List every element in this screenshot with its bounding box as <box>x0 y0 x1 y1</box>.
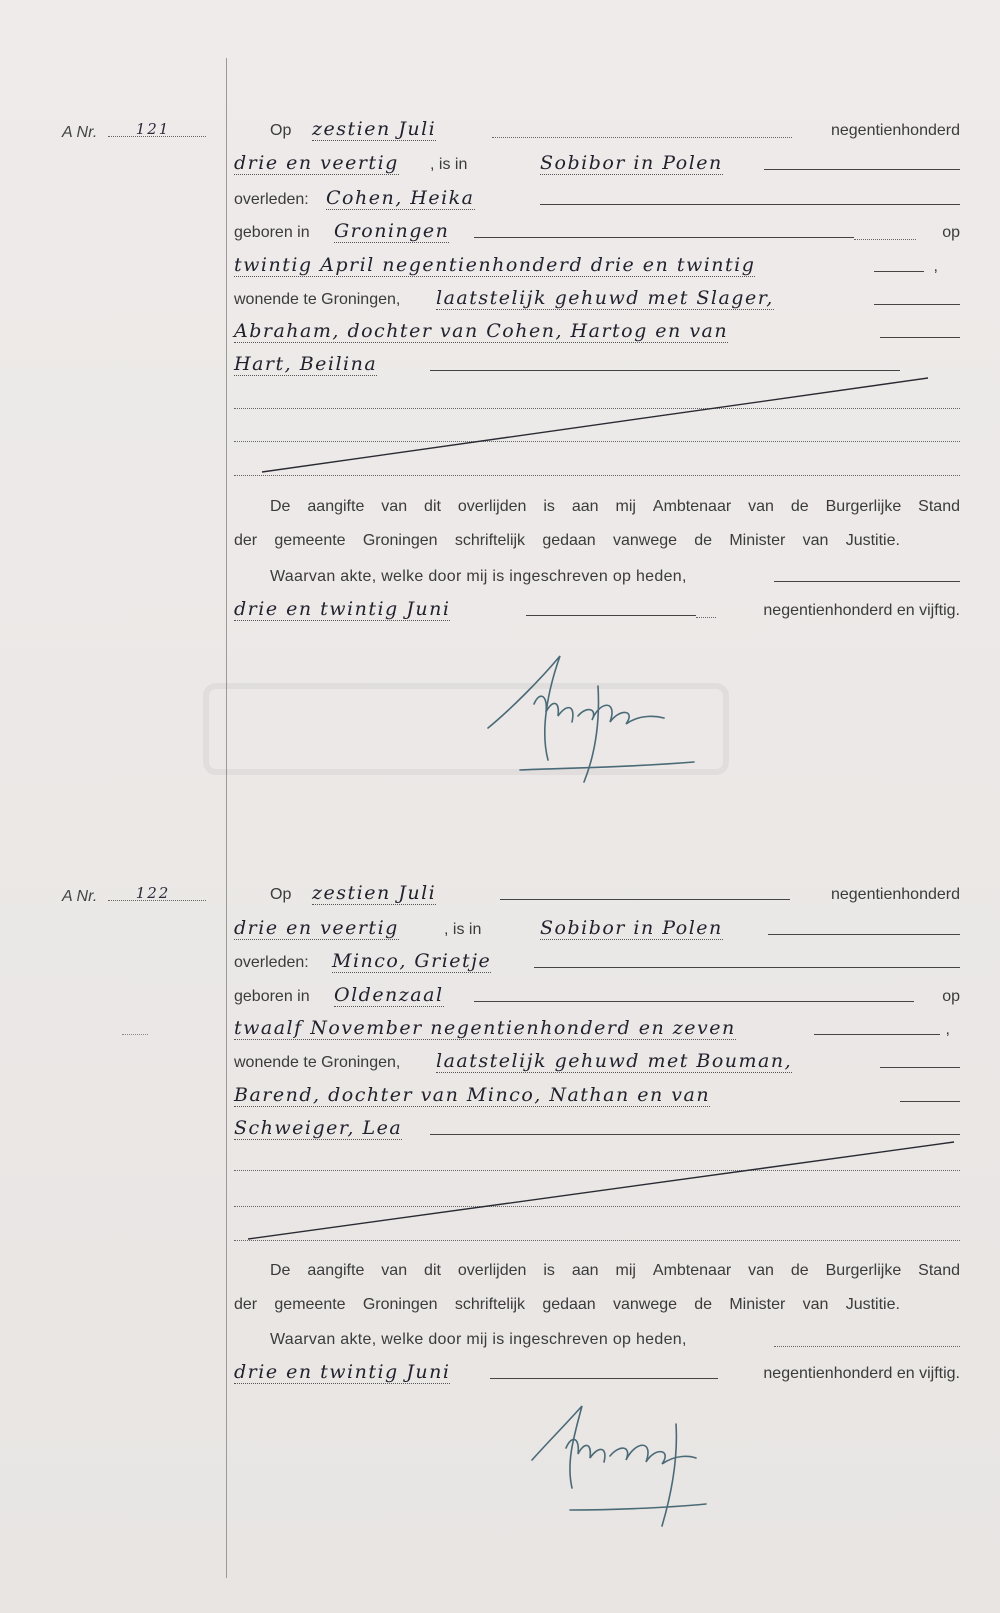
declaration-line-2: der gemeente Groningen schriftelijk gedaan vanwege de Minister van Justitie. <box>234 1296 900 1313</box>
op-label: Op <box>270 886 292 903</box>
wonende-label: wonende te Groningen, <box>234 291 401 308</box>
signature-icon <box>532 1406 706 1526</box>
mother-name: Hart, Beilina <box>234 353 378 375</box>
deceased-name: Minco, Grietje <box>332 950 492 972</box>
op-label: Op <box>270 122 292 139</box>
registration-year: negentienhonderd en vijftig. <box>763 1365 960 1382</box>
comma: , <box>933 258 938 275</box>
birthplace: Groningen <box>334 220 450 242</box>
a-nr-label: A Nr. <box>62 888 98 905</box>
spouse-info: laatstelijk gehuwd met Bouman, <box>436 1050 793 1072</box>
geboren-label: geboren in <box>234 224 310 241</box>
a-nr-value: 121 <box>135 120 171 138</box>
birthplace: Oldenzaal <box>334 984 444 1006</box>
declaration-line-2: der gemeente Groningen schriftelijk gedaan vanwege de Minister van Justitie. <box>234 532 900 549</box>
death-place: Sobibor in Polen <box>540 152 723 174</box>
is-in-label: , is in <box>444 921 482 938</box>
parents-info: Barend, dochter van Minco, Nathan en van <box>234 1084 711 1106</box>
wonende-label: wonende te Groningen, <box>234 1054 401 1071</box>
century-label: negentienhonderd <box>830 122 960 139</box>
parents-info: Abraham, dochter van Cohen, Hartog en van <box>234 320 729 342</box>
deceased-name: Cohen, Heika <box>326 187 475 209</box>
waarvan-text: Waarvan akte, welke door mij is ingeschreven op heden, <box>270 1331 687 1348</box>
cancellation-line <box>262 378 928 472</box>
a-nr-label: A Nr. <box>62 124 98 141</box>
registration-date: drie en twintig Juni <box>234 598 451 620</box>
registration-year: negentienhonderd en vijftig. <box>763 602 960 619</box>
birth-date: twaalf November negentienhonderd en zeven <box>234 1017 736 1039</box>
faint-stamp <box>206 686 726 772</box>
death-year: drie en veertig <box>234 152 399 174</box>
declaration-line-1: De aangifte van dit overlijden is aan mij Ambtenaar van de Burgerlijke Stand <box>270 1262 960 1279</box>
death-place: Sobibor in Polen <box>540 917 723 939</box>
spouse-info: laatstelijk gehuwd met Slager, <box>436 287 774 309</box>
mother-name: Schweiger, Lea <box>234 1117 403 1139</box>
death-date: zestien Juli <box>312 882 437 904</box>
a-nr-value: 122 <box>135 884 171 902</box>
overleden-label: overleden: <box>234 954 309 971</box>
is-in-label: , is in <box>430 156 468 173</box>
registration-date: drie en twintig Juni <box>234 1361 451 1383</box>
birth-date: twintig April negentienhonderd drie en twintig <box>234 254 756 276</box>
death-year: drie en veertig <box>234 917 399 939</box>
overleden-label: overleden: <box>234 191 309 208</box>
signature-icon <box>488 656 694 782</box>
cancellation-line <box>248 1142 954 1239</box>
op-right-label: op <box>942 224 960 241</box>
century-label: negentienhonderd <box>830 886 960 903</box>
comma: , <box>945 1021 950 1038</box>
declaration-line-1: De aangifte van dit overlijden is aan mij Ambtenaar van de Burgerlijke Stand <box>270 498 960 515</box>
geboren-label: geboren in <box>234 988 310 1005</box>
death-date: zestien Juli <box>312 118 437 140</box>
waarvan-text: Waarvan akte, welke door mij is ingeschreven op heden, <box>270 568 687 585</box>
op-right-label: op <box>942 988 960 1005</box>
